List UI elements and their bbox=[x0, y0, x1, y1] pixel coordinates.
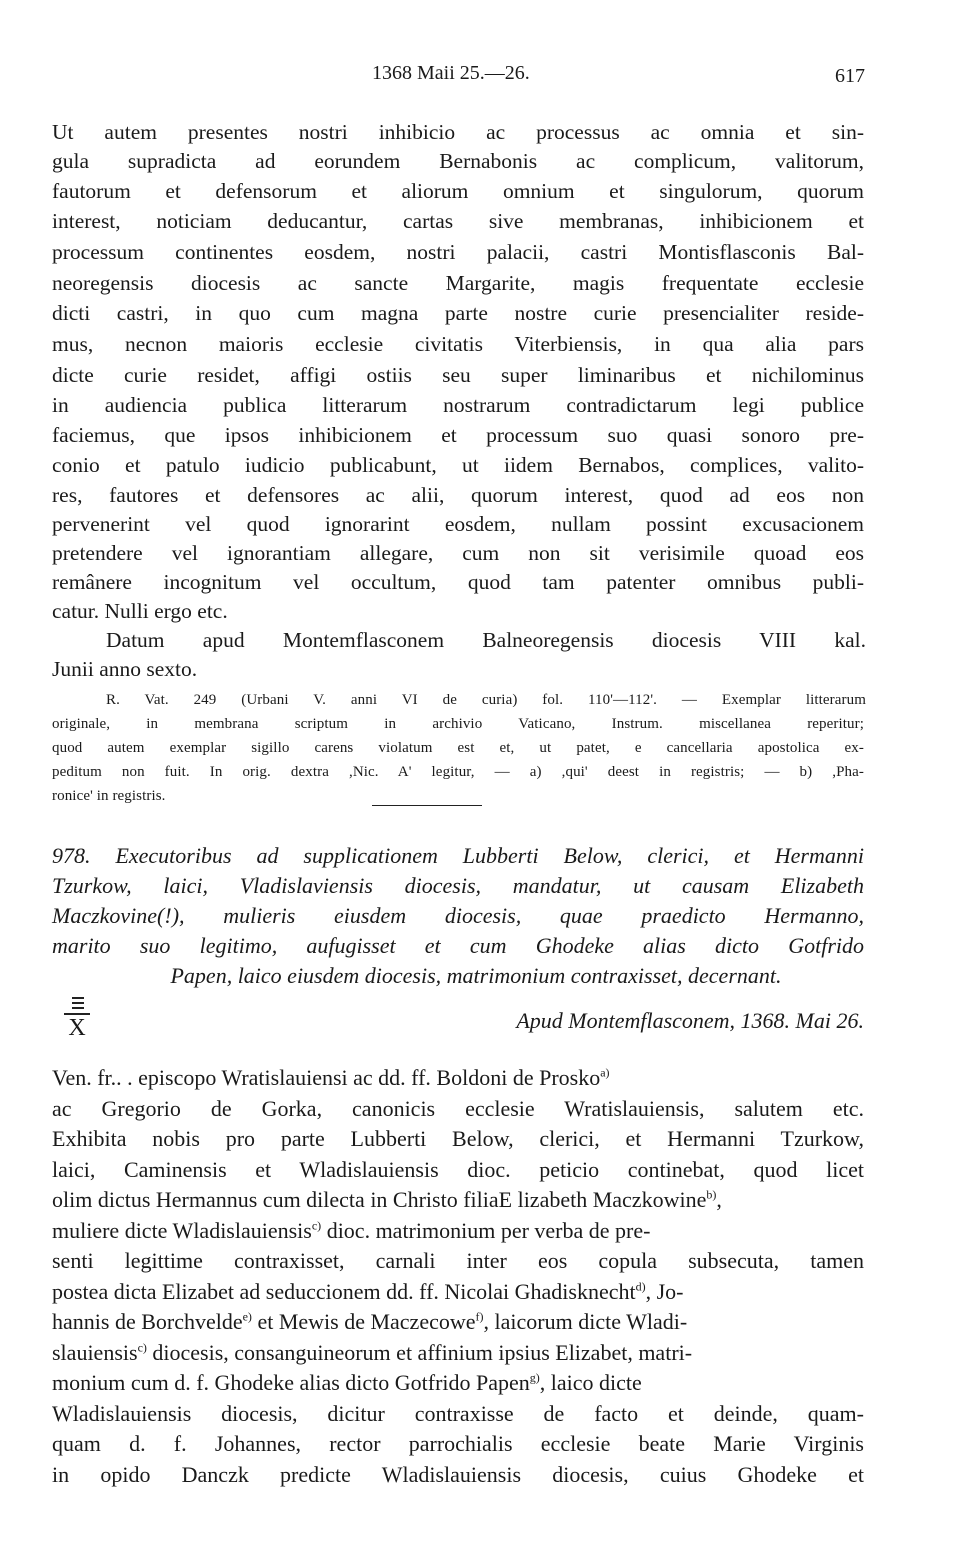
second-body-line: laici, Caminensis et Wladislauiensis dioc. peticio continebat, quod licet bbox=[52, 1157, 864, 1182]
footnote-ref: d) bbox=[635, 1279, 646, 1294]
body-line: interest, noticiam deducantur, cartas sive membranas, inhibicionem et bbox=[52, 209, 864, 233]
body-line: mus, necnon maioris ecclesie civitatis Viterbiensis, in qua alia pars bbox=[52, 332, 864, 356]
second-body-line: quam d. f. Johannes, rector parrochialis ecclesie beate Marie Virginis bbox=[52, 1431, 864, 1456]
second-body-line bbox=[52, 1187, 864, 1213]
second-body-line bbox=[52, 1309, 864, 1335]
second-body-line: senti legittime contraxisset, carnali inter eos copula subsecuta, tamen bbox=[52, 1248, 864, 1273]
body-line: dicti castri, in quo cum magna parte nostre curie presencialiter reside- bbox=[52, 301, 864, 325]
footnote-ref: g) bbox=[529, 1370, 540, 1385]
body-line: in audiencia publica litterarum nostrarum contradictarum legi publice bbox=[52, 393, 864, 417]
body-line: remânere incognitum vel occultum, quod tam patenter omnibus publi- bbox=[52, 570, 864, 594]
body-line: neoregensis diocesis ac sancte Margarite, magis frequentate ecclesie bbox=[52, 271, 864, 295]
footnote-line: R. Vat. 249 (Urbani V. anni VI de curia) fol. 110'—112'. — Exemplar litterarum bbox=[106, 692, 866, 708]
footnote-line: ronice' in registris. bbox=[52, 788, 166, 804]
body-line: Ut autem presentes nostri inhibicio ac processus ac omnia et sin- bbox=[52, 120, 864, 144]
body-line: pervenerint vel quod ignorarint eosdem, nullam possint excusacionem bbox=[52, 512, 864, 536]
line-text: Ven. fr.. . episcopo Wratislauiensi ac dd. ff. Boldoni de Prosko bbox=[52, 1065, 601, 1090]
footnote-line: originale, in membrana scriptum in archivio Vaticano, Instrum. miscellanea reperitur; bbox=[52, 716, 864, 732]
body-line: gula supradicta ad eorundem Bernabonis ac complicum, valitorum, bbox=[52, 149, 864, 173]
footnote-ref: f) bbox=[475, 1309, 484, 1324]
line-text: , laicorum dicte Wladi- bbox=[483, 1309, 688, 1334]
body-line: dicte curie residet, affigi ostiis seu super liminaribus et nichilominus bbox=[52, 363, 864, 387]
margin-mark bbox=[58, 995, 96, 1051]
line-text: muliere dicte Wladislauiensis bbox=[52, 1218, 312, 1243]
footnote-line: quod autem exemplar sigillo carens violatum est et, ut patet, e cancellaria apostolica ex- bbox=[52, 740, 864, 756]
footnote-ref: b) bbox=[706, 1187, 717, 1202]
line-text: , bbox=[716, 1187, 722, 1212]
second-body-line: Wladislauiensis diocesis, dicitur contraxisse de facto et deinde, quam- bbox=[52, 1401, 864, 1426]
second-body-line bbox=[52, 1279, 864, 1305]
second-body-line bbox=[52, 1340, 864, 1366]
second-body-line bbox=[52, 1218, 864, 1244]
footnote-ref: c) bbox=[137, 1340, 147, 1355]
footnote-ref: c) bbox=[311, 1218, 322, 1233]
body-line: processum continentes eosdem, nostri palacii, castri Montisflasconis Bal- bbox=[52, 240, 864, 264]
line-text: slauiensis bbox=[52, 1340, 138, 1365]
second-body-line bbox=[52, 1370, 864, 1396]
body-line: faciemus, que ipsos inhibicionem et processum suo quasi sonoro pre- bbox=[52, 423, 864, 447]
body-line: conio et patulo iudicio publicabunt, ut iidem Bernabos, complices, valito- bbox=[52, 453, 864, 477]
entry-heading-line: Maczkovine(!), mulieris eiusdem diocesis, quae praedicto Hermanno, bbox=[52, 903, 864, 928]
dating-clause: Datum apud Montemflasconem Balneoregensis diocesis VIII kal. bbox=[106, 628, 866, 652]
triple-bar-icon bbox=[58, 995, 96, 1013]
second-body-line: Exhibita nobis pro parte Lubberti Below, clerici, et Hermanni Tzurkow, bbox=[52, 1126, 864, 1151]
page-number: 617 bbox=[835, 65, 865, 87]
section-divider bbox=[372, 805, 482, 806]
entry-heading-line: Papen, laico eiusdem diocesis, matrimonium contraxisset, decernant. bbox=[170, 963, 782, 988]
body-line: res, fautores et defensores ac alii, quorum interest, quod ad eos non bbox=[52, 483, 864, 507]
line-text: postea dicta Elizabet ad seduccionem dd. ff. Nicolai Ghadisknecht bbox=[52, 1279, 636, 1304]
footnote-line: peditum non fuit. In orig. dextra ,Nic. A' legitur, — a) ,qui' deest in registris; — b) ,Pha- bbox=[52, 764, 864, 780]
line-text: olim dictus Hermannus cum dilecta in Christo filiaE lizabeth Maczkowine bbox=[52, 1187, 707, 1212]
place-date: Apud Montemflasconem, 1368. Mai 26. bbox=[516, 1008, 864, 1033]
line-text: diocesis, consanguineorum et affinium ipsius Elizabet, matri- bbox=[146, 1340, 693, 1365]
footnote-ref: a) bbox=[600, 1065, 610, 1080]
body-line: catur. Nulli ergo etc. bbox=[52, 599, 228, 623]
second-body-line: in opido Danczk predicte Wladislauiensis diocesis, cuius Ghodeke et bbox=[52, 1462, 864, 1487]
body-line: Junii anno sexto. bbox=[52, 657, 198, 681]
entry-heading-line: Tzurkow, laici, Vladislaviensis diocesis, mandatur, ut causam Elizabeth bbox=[52, 873, 864, 898]
margin-mark-label: X bbox=[64, 1013, 90, 1041]
line-text: monium cum d. f. Ghodeke alias dicto Gotfrido Papen bbox=[52, 1370, 530, 1395]
line-text: dioc. matrimonium per verba de pre- bbox=[321, 1218, 651, 1243]
line-text: , laico dicte bbox=[539, 1370, 642, 1395]
entry-heading-line: 978. Executoribus ad supplicationem Lubberti Below, clerici, et Hermanni bbox=[52, 843, 864, 868]
body-line: fautorum et defensorum et aliorum omnium et singulorum, quorum bbox=[52, 179, 864, 203]
running-title: 1368 Maii 25.—26. bbox=[372, 62, 530, 84]
footnote-ref: e) bbox=[242, 1309, 252, 1324]
second-body-line: ac Gregorio de Gorka, canonicis ecclesie Wratislauiensis, salutem etc. bbox=[52, 1096, 864, 1121]
second-body-line bbox=[52, 1065, 864, 1091]
line-text: hannis de Borchvelde bbox=[52, 1309, 243, 1334]
line-text: et Mewis de Maczecowe bbox=[251, 1309, 476, 1334]
line-text: , Jo- bbox=[645, 1279, 684, 1304]
entry-heading-line: marito suo legitimo, aufugisset et cum Ghodeke alias dicto Gotfrido bbox=[52, 933, 864, 958]
body-line: pretendere vel ignorantiam allegare, cum non sit verisimile quoad eos bbox=[52, 541, 864, 565]
